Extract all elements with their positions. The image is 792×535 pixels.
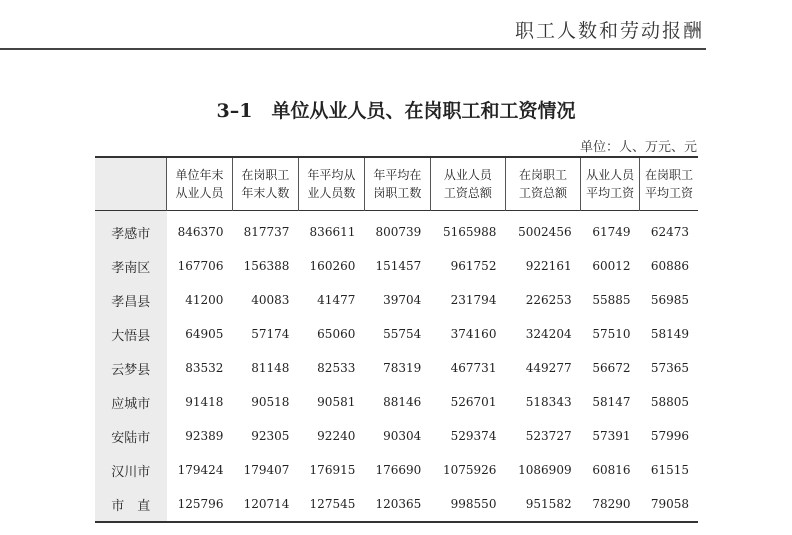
table-cell: 817737 [243,225,290,239]
table-cell: 518343 [525,395,572,409]
table-cell: 79058 [650,497,689,511]
table-cell: 82533 [317,361,356,375]
table-cell: 179407 [243,463,290,477]
table-cell: 5165988 [443,225,497,239]
table-cell: 961752 [450,259,497,273]
table-cell: 231794 [450,293,497,307]
row-label: 孝南区 [95,249,167,283]
column-header-line: 工资总额 [519,186,568,200]
table-cell: 88146 [383,395,422,409]
table-cell: 226253 [525,293,572,307]
table-cell: 324204 [525,327,572,341]
table-cell: 61749 [592,225,631,239]
table-cell: 90581 [317,395,356,409]
table-cell: 58147 [592,395,631,409]
table-cell: 120365 [375,497,422,511]
table-cell: 529374 [450,429,497,443]
table-cell: 156388 [243,259,290,273]
table-row [95,453,698,487]
table-cell: 127545 [309,497,356,511]
table-cell: 90518 [251,395,290,409]
table-cell: 91418 [185,395,224,409]
table-cell: 64905 [185,327,224,341]
table-cell: 800739 [375,225,422,239]
unit-note: 单位：人、万元、元 [579,140,697,155]
column-header [232,157,298,211]
column-header-line: 在岗职工 [519,168,568,182]
table-cell: 92305 [251,429,290,443]
table-cell: 846370 [177,225,224,239]
table-cell: 58805 [650,395,689,409]
column-header-line: 在岗职工 [645,168,694,182]
column-header-line: 平均工资 [586,186,635,200]
table-cell: 61515 [650,463,689,477]
table-row [95,419,698,453]
table-cell: 57365 [650,361,689,375]
table-cell: 58149 [650,327,689,341]
column-header [364,157,430,211]
table-row [95,317,698,351]
row-label: 安陆市 [95,419,167,453]
column-header [581,157,640,211]
table-cell: 41200 [185,293,224,307]
table-cell: 836611 [309,225,356,239]
table-cell: 92240 [317,429,356,443]
table-cell: 120714 [243,497,290,511]
table-cell: 449277 [525,361,572,375]
table-cell: 60816 [592,463,631,477]
table-header [95,157,698,211]
table-cell: 176915 [309,463,356,477]
table-row [95,385,698,419]
table-cell: 60886 [650,259,689,273]
column-header-line: 工资总额 [443,186,492,200]
column-header [505,157,580,211]
column-header [298,157,364,211]
table-row [95,487,698,522]
table-cell: 57391 [592,429,631,443]
table-cell: 374160 [450,327,497,341]
row-label: 云梦县 [95,351,167,385]
table-cell: 176690 [375,463,422,477]
column-header-line: 单位年末 [175,168,224,182]
table-title: 3–1 单位从业人员、在岗职工和工资情况 [216,100,576,122]
column-header-line: 从业人员 [443,168,492,182]
column-header-line: 在岗职工 [241,168,290,182]
table-cell: 56672 [592,361,631,375]
column-header [167,157,233,211]
column-header [640,157,698,211]
table-cell: 40083 [251,293,290,307]
row-label: 汉川市 [95,453,167,487]
table-row [95,211,698,250]
table-row [95,283,698,317]
row-label: 大悟县 [95,317,167,351]
column-header [430,157,505,211]
table-cell: 1086909 [518,463,572,477]
table-cell: 160260 [309,259,356,273]
table-cell: 57996 [650,429,689,443]
wage-table [95,156,698,523]
table-cell: 57510 [592,327,631,341]
table-cell: 55885 [592,293,631,307]
table-row [95,351,698,385]
table-cell: 57174 [251,327,290,341]
table-cell: 922161 [525,259,572,273]
table-corner-cell [95,157,167,211]
table-cell: 55754 [383,327,422,341]
row-label: 市 直 [95,487,167,522]
table-cell: 998550 [450,497,497,511]
table-cell: 125796 [177,497,224,511]
table-cell: 83532 [185,361,224,375]
row-label: 孝感市 [95,211,167,250]
page-header [0,0,706,50]
table-cell: 151457 [375,259,422,273]
column-header-line: 年平均在 [373,168,422,182]
row-label: 应城市 [95,385,167,419]
table-cell: 167706 [177,259,224,273]
table-cell: 78319 [383,361,422,375]
column-header-line: 岗职工数 [373,186,422,200]
table-cell: 5002456 [518,225,572,239]
column-header-line: 从业人员 [586,168,635,182]
table-body [95,211,698,523]
column-header-line: 年末人数 [241,186,290,200]
table-cell: 467731 [450,361,497,375]
table-cell: 90304 [383,429,422,443]
table-cell: 1075926 [443,463,497,477]
table-cell: 81148 [251,361,290,375]
table-cell: 526701 [450,395,497,409]
table-cell: 65060 [317,327,356,341]
row-label: 孝昌县 [95,283,167,317]
table-cell: 56985 [650,293,689,307]
table-cell: 523727 [525,429,572,443]
table-cell: 62473 [650,225,689,239]
table-cell: 92389 [185,429,224,443]
column-header-line: 业人员数 [307,186,356,200]
column-header-line: 年平均从 [307,168,356,182]
table-cell: 951582 [525,497,572,511]
table-cell: 78290 [592,497,631,511]
column-header-line: 从业人员 [175,186,224,200]
page-header-title: 职工人数和劳动报酬 [514,20,704,42]
table-cell: 179424 [177,463,224,477]
table-cell: 41477 [317,293,356,307]
table-row [95,249,698,283]
table-cell: 39704 [383,293,422,307]
column-header-line: 平均工资 [645,186,694,200]
table-cell: 60012 [592,259,631,273]
table-header-row [95,157,698,211]
